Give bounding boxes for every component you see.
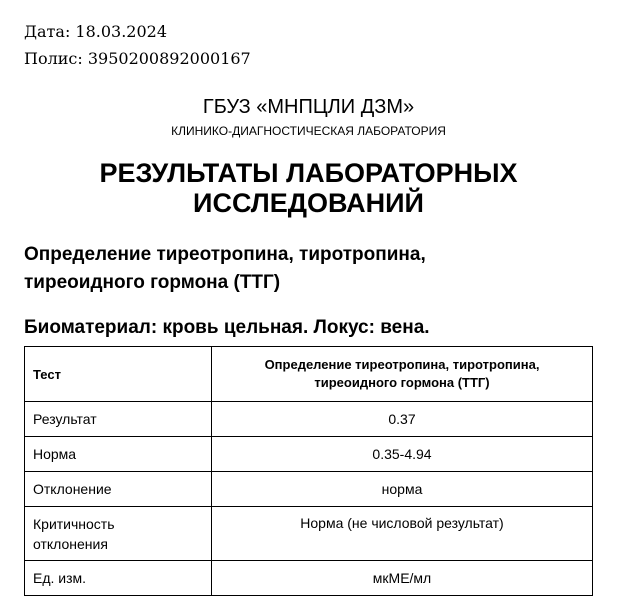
test-title-line-1: Определение тиреотропина, тиротропина, <box>24 244 426 265</box>
table-row-deviation <box>25 472 593 507</box>
row-value: Норма (не числовой результат) <box>212 507 593 561</box>
table-row-criticality <box>25 507 593 561</box>
test-title <box>24 241 584 297</box>
header-test-name <box>212 347 593 402</box>
organization-subtitle: КЛИНИКО-ДИАГНОСТИЧЕСКАЯ ЛАБОРАТОРИЯ <box>171 124 446 138</box>
row-label: Ед. изм. <box>25 561 212 596</box>
table-row-units <box>25 561 593 596</box>
policy-number: Полис: 3950200892000167 <box>24 49 251 68</box>
document-title-line-2: ИССЛЕДОВАНИЙ <box>193 188 424 218</box>
row-label: Результат <box>25 402 212 437</box>
table-header-row <box>25 347 593 402</box>
header-test-name-line-1: Определение тиреотропина, тиротропина, <box>264 357 540 372</box>
row-label: Отклонение <box>25 472 212 507</box>
row-label-line-1: Критичность <box>33 515 115 532</box>
results-table <box>24 346 593 596</box>
row-value: 0.35-4.94 <box>212 437 593 472</box>
biomaterial-info: Биоматериал: кровь цельная. Локус: вена. <box>24 317 430 338</box>
row-label-line-2: отклонения <box>33 535 108 552</box>
row-value: 0.37 <box>212 402 593 437</box>
table-row-norm <box>25 437 593 472</box>
row-value: норма <box>212 472 593 507</box>
header-test-label: Тест <box>25 347 212 402</box>
header-test-name-line-2: тиреоидного гормона (ТТГ) <box>314 375 490 390</box>
organization-name: ГБУЗ «МНПЦЛИ ДЗМ» <box>202 96 415 118</box>
row-label <box>25 507 212 561</box>
row-value: мкМЕ/мл <box>212 561 593 596</box>
report-date: Дата: 18.03.2024 <box>24 22 168 41</box>
document-title-line-1: РЕЗУЛЬТАТЫ ЛАБОРАТОРНЫХ <box>99 158 518 188</box>
document-title <box>0 158 617 218</box>
row-label: Норма <box>25 437 212 472</box>
test-title-line-2: тиреоидного гормона (ТТГ) <box>24 272 281 293</box>
table-row-result <box>25 402 593 437</box>
